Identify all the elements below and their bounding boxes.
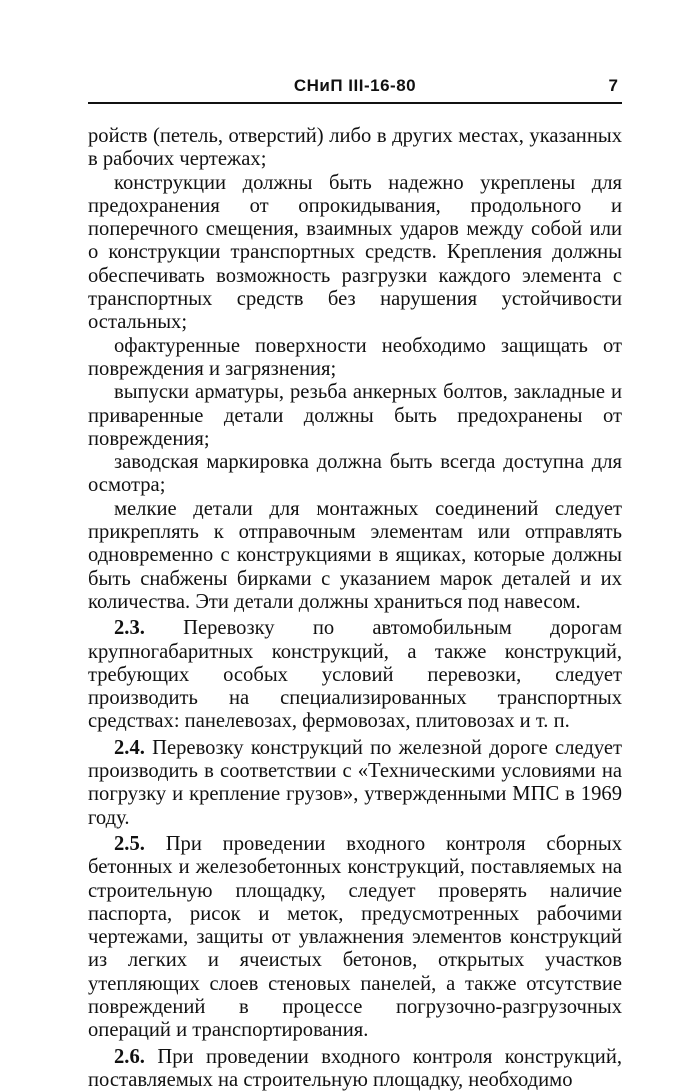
paragraph-marking: заводская маркировка должна быть всегда доступна для осмотра; [88,451,622,497]
document-code: СНиП III-16-80 [293,76,417,95]
paragraph-surfaces: офактуренные поверхности необходимо защищать от повреждения и загрязнения; [88,334,622,380]
clause-2-5 [88,833,622,1043]
clause-number: 2.4. [114,736,145,759]
clause-number: 2.6. [114,1045,145,1068]
clause-2-3 [88,617,622,733]
clause-number: 2.5. [114,832,145,855]
clause-text: При проведении входного контроля конструкций, поставляемых на строительную площадку, необходимо [88,1045,622,1091]
page-header [88,70,622,104]
paragraph-fastening: конструкции должны быть надежно укреплены для предохранения от опрокидывания, продольного и поперечного смещения, взаимных ударов между собой или о конструкции транспортных средств. Крепления должны обеспечивать возможность разгрузки каждого элемента с транспортных средств без нарушения устойчивости остальных; [88,171,622,334]
paragraph-continuation: ройств (петель, отверстий) либо в других местах, указанных в рабочих чертежах; [88,125,622,171]
clause-2-4 [88,737,622,830]
body-text [88,125,622,1092]
clause-text: Перевозку конструкций по железной дороге следует производить в соответствии с «Техническими условиями на погрузку и крепление грузов», утвержденными МПС в 1969 году. [88,736,622,829]
clause-text: Перевозку по автомобильным дорогам крупногабаритных конструкций, а также конструкций, требующих особых условий перевозки, следует производить на специализированных транспортных средствах: панелевозах, фермовозах, плитовозах и т. п. [88,617,622,733]
clause-number: 2.3. [114,617,145,640]
clause-text: При проведении входного контроля сборных бетонных и железобетонных конструкций, поставляемых на строительную площадку, следует проверять наличие паспорта, рисок и меток, предусмотренных рабочими чертежами, защиты от увлажнения элементов конструкций из легких и ячеистых бетонов, открытых участков утепляющих слоев стеновых панелей, а также отсутствие повреждений в процессе погрузочно-разгрузочных операций и транспортирования. [88,832,622,1042]
clause-2-6 [88,1046,622,1092]
paragraph-reinforcement: выпуски арматуры, резьба анкерных болтов, закладные и приваренные детали должны быть предохранены от повреждения; [88,381,622,450]
page-number: 7 [608,76,618,95]
paragraph-small-parts: мелкие детали для монтажных соединений следует прикреплять к отправочным элементам или отправлять одновременно с конструкциями в ящиках, которые должны быть снабжены бирками с указанием марок деталей и их количества. Эти детали должны храниться под навесом. [88,497,622,613]
